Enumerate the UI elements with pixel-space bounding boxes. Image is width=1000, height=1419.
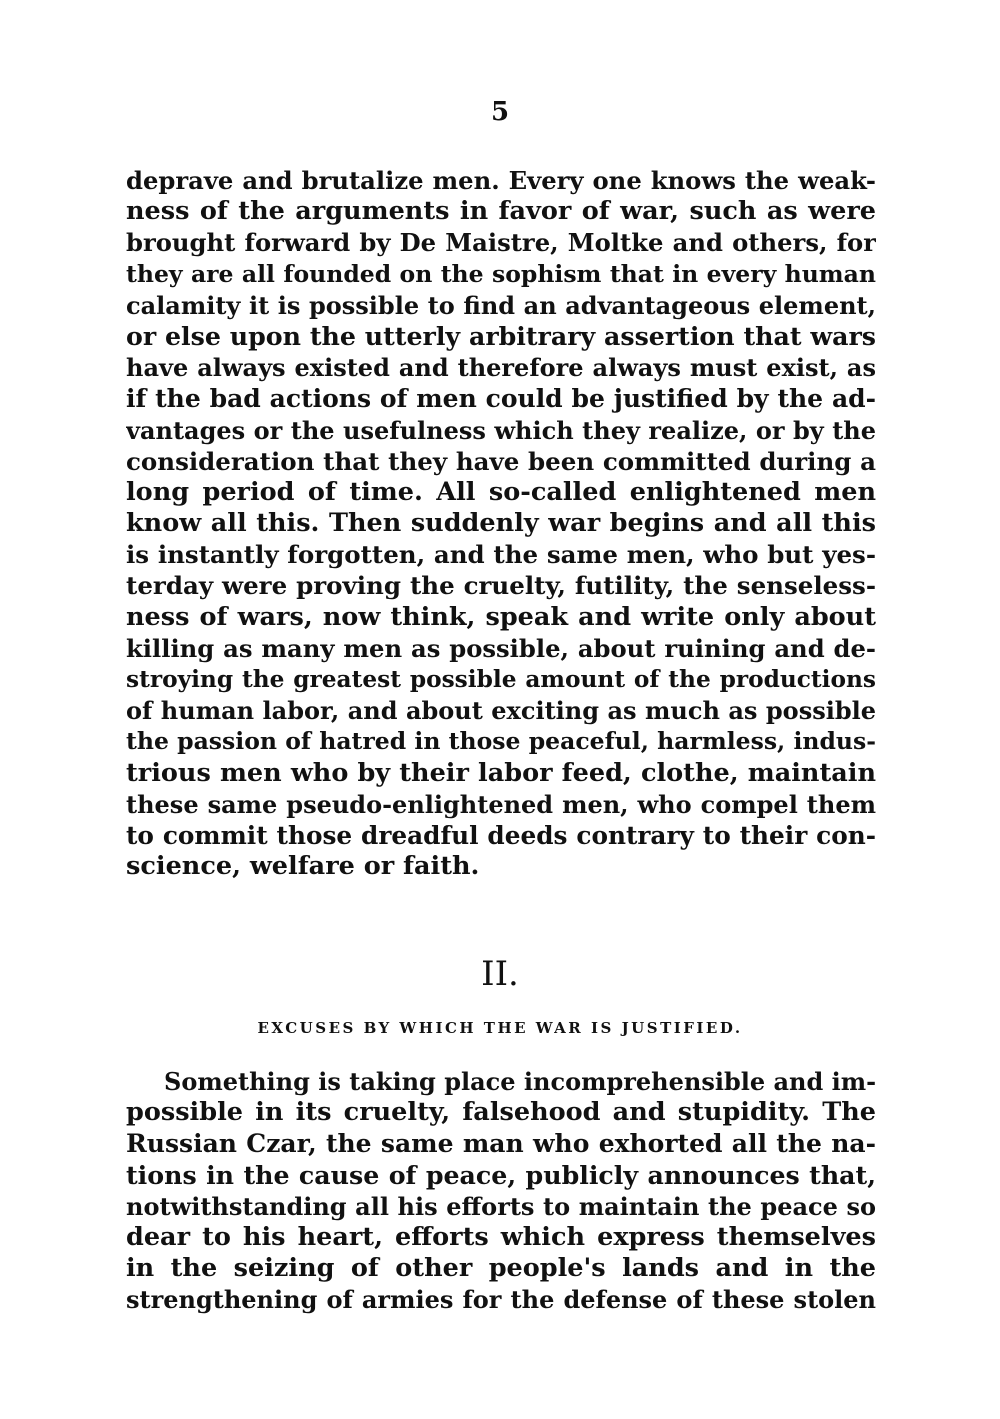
paragraph-line: ness of wars, now think, speak and write only about [126,601,876,632]
section-number: II. [481,954,519,994]
paragraph-line: ness of the arguments in favor of war, such as were [126,196,876,227]
paragraph-line: possible in its cruelty, falsehood and stupidity. The [126,1097,876,1128]
paragraph-line: if the bad actions of men could be justified by the ad- [126,384,876,414]
paragraph-line: in the seizing of other people's lands and in the [126,1253,876,1284]
paragraph-line: killing as many men as possible, about ruining and de- [126,633,876,663]
paragraph-line: is instantly forgotten, and the same men, who but yes- [126,540,876,570]
paragraph-line: consideration that they have been committed during a [126,446,876,476]
paragraph-line: the passion of hatred in those peaceful, harmless, indus- [126,727,876,756]
paragraph-line: Something is taking place incomprehensible and im- [164,1067,876,1096]
paragraph-1 [126,165,876,882]
paragraph-line: Russian Czar, the same man who exhorted all the na- [126,1129,876,1159]
paragraph-line: to commit those dreadful deeds contrary to their con- [126,820,876,850]
section-heading: EXCUSES BY WHICH THE WAR IS JUSTIFIED. [257,1019,743,1037]
paragraph-line: have always existed and therefore always must exist, as [126,353,876,383]
paragraph-line: know all this. Then suddenly war begins and all this [126,508,876,539]
paragraph-line: these same pseudo-enlightened men, who compel them [126,789,876,819]
paragraph-line: stroying the greatest possible amount of the productions [126,666,876,693]
paragraph-line: notwithstanding all his efforts to maintain the peace so [126,1191,876,1221]
paragraph-line: vantages or the usefulness which they realize, or by the [126,415,876,445]
paragraph-line: they are all founded on the sophism that in every human [126,259,876,288]
paragraph-line: brought forward by De Maistre, Moltke and others, for [126,228,876,258]
paragraph-line: trious men who by their labor feed, clothe, maintain [126,757,876,788]
paragraph-line: of human labor, and about exciting as much as possible [126,696,876,726]
paragraph-line: deprave and brutalize men. Every one knows the weak- [126,166,876,195]
paragraph-line: dear to his heart, efforts which express themselves [126,1221,876,1252]
paragraph-line: calamity it is possible to find an advantageous element, [126,290,876,320]
paragraph-line: long period of time. All so-called enlightened men [126,476,876,507]
paragraph-line: terday were proving the cruelty, futility, the senseless- [126,571,876,601]
paragraph-line: science, welfare or faith. [126,851,480,882]
page-number: 5 [490,97,510,127]
paragraph-2 [126,1066,876,1316]
paragraph-line: tions in the cause of peace, publicly announces that, [126,1159,876,1190]
paragraph-line: strengthening of armies for the defense of these stolen [126,1285,876,1315]
paragraph-line: or else upon the utterly arbitrary assertion that wars [126,320,876,351]
